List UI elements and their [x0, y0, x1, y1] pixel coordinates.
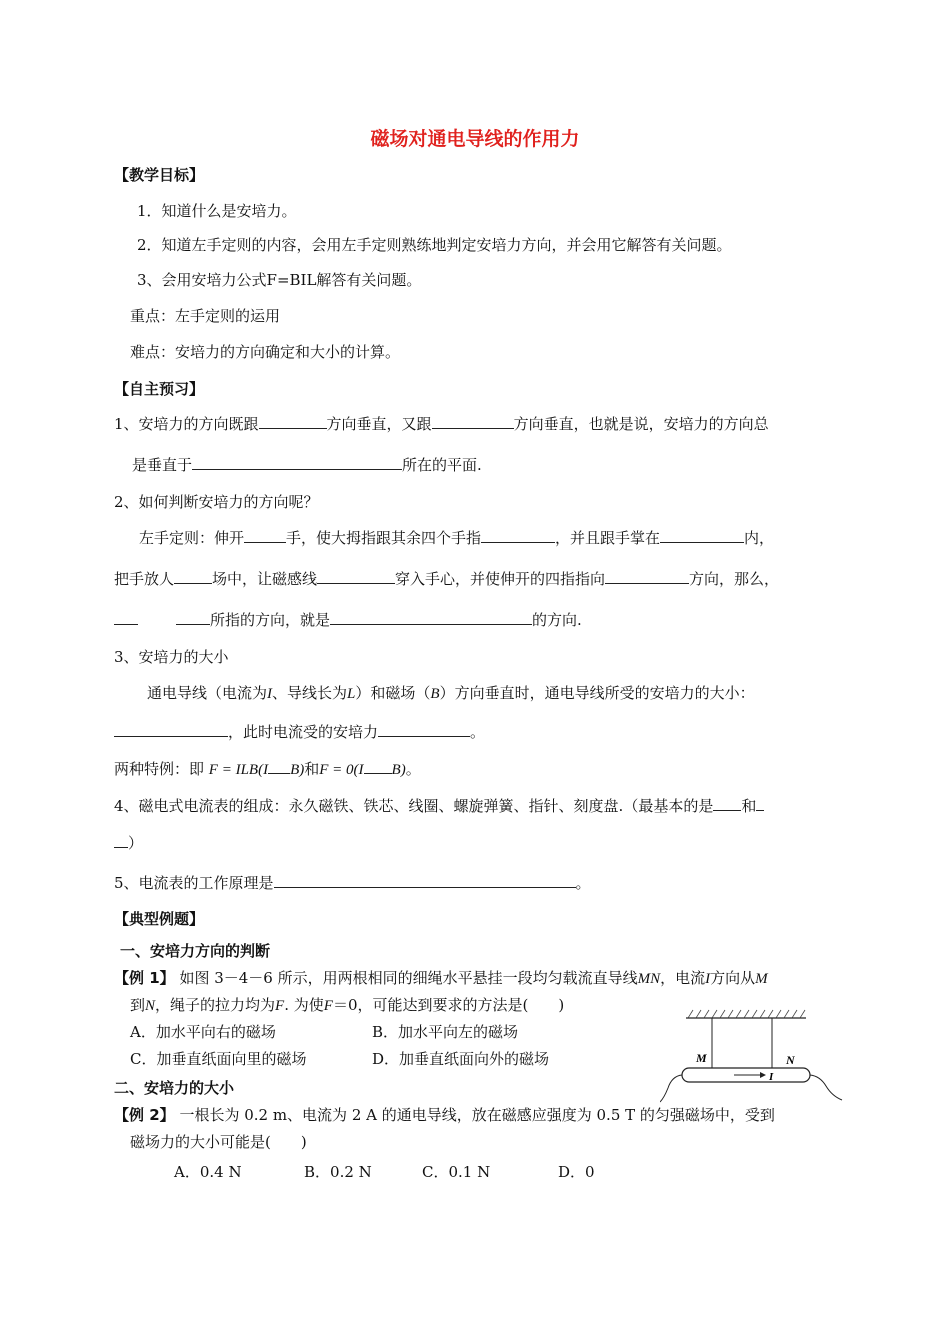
q2-text: 把手放人 [114, 570, 175, 588]
answer-blank [268, 758, 290, 774]
ex2-text: 一根长为 0.2 m、电流为 2 A 的通电导线，放在磁感应强度为 0.5 T 的匀强磁场中，受到 [174, 1106, 775, 1124]
formula: F = 0(I [319, 762, 364, 778]
objective-item: 3、会用安培力公式F=BIL解答有关问题。 [137, 271, 422, 289]
objective-item: 1．知道什么是安培力。 [137, 202, 297, 220]
formula: B) [290, 762, 305, 778]
answer-blank [114, 721, 228, 737]
q3-text: ）和磁场（ [355, 684, 431, 702]
q2-text: 的方向. [532, 611, 582, 629]
formula: B) [391, 762, 406, 778]
example-1-line-1 [114, 967, 768, 990]
example-tag: 【例 1】 [114, 969, 175, 987]
section-magnitude: 二、安培力的大小 [114, 1079, 235, 1097]
q3-text: 、导线长为 [272, 684, 348, 702]
question-3-special-cases [114, 758, 421, 781]
right-lead-wire [810, 1075, 842, 1100]
ceiling-hatch [686, 1010, 806, 1018]
q2-text: ，并且跟手掌在 [555, 529, 661, 547]
ex1-text: ，绳子的拉力均为 [155, 996, 276, 1014]
answer-blank [174, 568, 212, 584]
label-n: N [786, 1053, 795, 1067]
key-point: 重点：左手定则的运用 [130, 307, 281, 325]
question-3-line-1 [147, 682, 755, 705]
question-1-line-1 [114, 413, 769, 435]
example-2-option-a: A．0.4 N [174, 1163, 242, 1181]
answer-blank [114, 609, 138, 625]
q5-text: 5、电流表的工作原理是 [114, 874, 274, 892]
example-2-option-d: D．0 [558, 1163, 595, 1181]
example-1-line-2 [130, 994, 564, 1017]
question-2-title: 2、如何判断安培力的方向呢？ [114, 493, 319, 511]
answer-blank [330, 609, 532, 625]
q2-text: 方向，那么， [689, 570, 780, 588]
q4-text: 和 [741, 797, 757, 815]
example-2-option-c: C．0.1 N [422, 1163, 491, 1181]
q4-text: ） [128, 834, 144, 852]
question-2-line-3 [114, 609, 582, 631]
answer-blank [176, 609, 210, 625]
answer-blank [432, 413, 514, 429]
ex1-text: . 为使 [284, 996, 324, 1014]
answer-blank [259, 413, 327, 429]
ex1-var: I [705, 971, 711, 987]
example-tag: 【例 2】 [114, 1106, 175, 1124]
ex1-text: 方向从 [710, 969, 756, 987]
ex1-var: M [755, 971, 768, 987]
example-2-line-2: 磁场力的大小可能是( ) [130, 1133, 307, 1151]
objectives-header: 【教学目标】 [114, 166, 205, 184]
ex1-var: F [275, 998, 285, 1014]
ex1-text: ，电流 [660, 969, 706, 987]
answer-blank [114, 832, 128, 848]
q3-text: 通电导线（电流为 [147, 684, 268, 702]
answer-blank [192, 454, 402, 470]
suspended-wire-figure [660, 1006, 850, 1116]
question-4-line-2 [114, 832, 143, 854]
difficulty: 难点：安培力的方向确定和大小的计算。 [130, 343, 401, 361]
q3-text: 和 [304, 760, 320, 778]
q3-text: 。 [405, 760, 421, 778]
q3-var: L [347, 686, 356, 702]
question-2-line-2 [114, 568, 779, 590]
label-m: M [696, 1051, 707, 1065]
q2-text: 所指的方向，就是 [210, 611, 331, 629]
q3-text: 。 [470, 723, 486, 741]
q1-text: 方向垂直，也就是说，安培力的方向总 [513, 415, 769, 433]
q1-text: 方向垂直，又跟 [326, 415, 432, 433]
question-1-line-2 [132, 454, 482, 476]
question-5 [114, 872, 591, 894]
question-4-line-1 [114, 795, 764, 817]
preview-header: 【自主预习】 [114, 380, 205, 398]
answer-blank [378, 721, 470, 737]
example-1-option-c: C．加垂直纸面向里的磁场 [130, 1050, 307, 1068]
answer-blank [481, 527, 555, 543]
ex1-text: ＝0，可能达到要求的方法是( ) [332, 996, 565, 1014]
q3-text: ）方向垂直时，通电导线所受的安培力的大小： [439, 684, 755, 702]
objective-item: 2．知道左手定则的内容，会用左手定则熟练地判定安培力方向，并会用它解答有关问题。 [137, 236, 732, 254]
ex1-var: F [323, 998, 333, 1014]
formula: F = ILB(I [208, 762, 269, 778]
q2-text: 场中，让磁感线 [212, 570, 318, 588]
q4-text: 4、磁电式电流表的组成：永久磁铁、铁芯、线圈、螺旋弹簧、指针、刻度盘.（最基本的是 [114, 797, 714, 815]
q2-text: 手，使大拇指跟其余四个手指 [286, 529, 482, 547]
answer-blank [660, 527, 744, 543]
question-2-line-1 [139, 527, 774, 549]
example-1-option-a: A．加水平向右的磁场 [130, 1023, 276, 1041]
q5-text: 。 [575, 874, 591, 892]
page-title: 磁场对通电导线的作用力 [370, 128, 580, 150]
q3-text: 两种特例：即 [114, 760, 205, 778]
q1-text: 是垂直于 [132, 456, 193, 474]
left-lead-wire [660, 1075, 682, 1102]
ex1-var: N [145, 998, 156, 1014]
q3-var: I [267, 686, 273, 702]
q1-text: 所在的平面. [402, 456, 482, 474]
example-1-option-b: B．加水平向左的磁场 [372, 1023, 519, 1041]
answer-blank [756, 795, 764, 811]
example-1-option-d: D．加垂直纸面向外的磁场 [372, 1050, 550, 1068]
answer-blank [605, 568, 689, 584]
answer-blank [364, 758, 392, 774]
question-3-title: 3、安培力的大小 [114, 648, 229, 666]
question-3-line-2 [114, 721, 485, 743]
answer-blank [274, 872, 576, 888]
label-current-i: I [769, 1071, 774, 1083]
ex1-text: 如图 3－4－6 所示，用两根相同的细绳水平悬挂一段均匀载流直导线 [174, 969, 638, 987]
answer-blank [244, 527, 286, 543]
ex1-text: 到 [130, 996, 146, 1014]
q3-text: ，此时电流受的安培力 [228, 723, 379, 741]
section-direction: 一、安培力方向的判断 [120, 942, 271, 960]
q2-text: 穿入手心，并使伸开的四指指向 [395, 570, 606, 588]
q2-text: 内， [744, 529, 775, 547]
q3-var: B [430, 686, 440, 702]
answer-blank [317, 568, 395, 584]
ex1-var: MN [637, 971, 661, 987]
answer-blank [713, 795, 741, 811]
examples-header: 【典型例题】 [114, 910, 205, 928]
q2-text: 左手定则：伸开 [139, 529, 245, 547]
example-2-option-b: B．0.2 N [304, 1163, 372, 1181]
q1-text: 1、安培力的方向既跟 [114, 415, 259, 433]
